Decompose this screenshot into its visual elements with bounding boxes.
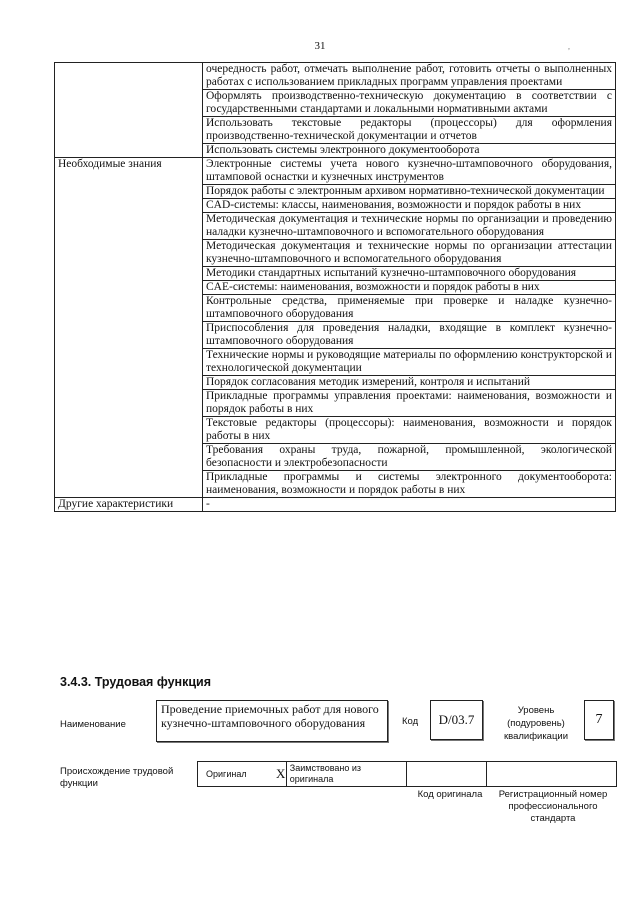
row-description: - [203, 498, 616, 512]
row-description: CAE-системы: наименования, возможности и порядок работы в них [203, 281, 616, 295]
row-description: Требования охраны труда, пожарной, промышленной, экологической безопасности и электробезопасности [203, 444, 616, 471]
origin-label: Происхождение трудовой функции [60, 766, 174, 789]
origin-table [197, 761, 617, 787]
row-description: Оформлять производственно-техническую документацию в соответствии с государственными стандартами и локальными нормативными актами [203, 90, 616, 117]
original-code-caption: Код оригинала [417, 789, 483, 800]
row-description: Порядок согласования методик измерений, контроля и испытаний [203, 376, 616, 390]
row-label: Необходимые знания [55, 158, 203, 498]
borrowed-cell [287, 762, 407, 786]
table-row [55, 158, 616, 185]
reg-number-caption: Регистрационный номер профессионального стандарта [498, 789, 608, 824]
row-description: очередность работ, отмечать выполнение работ, готовить отчеты о выполненных работах с использованием прикладных программ управления проектами [203, 63, 616, 90]
name-label: Наименование [60, 719, 126, 730]
code-value-box: D/03.7 [430, 700, 483, 740]
row-description: Использовать системы электронного документооборота [203, 144, 616, 158]
row-description: Приспособления для проведения наладки, входящие в комплект кузнечно-штамповочного оборудования [203, 322, 616, 349]
row-description: Текстовые редакторы (процессоры): наименования, возможности и порядок работы в них [203, 417, 616, 444]
level-label: Уровень (подуровень) квалификации [503, 705, 569, 742]
row-label: Другие характеристики [55, 498, 203, 512]
function-name-box: Проведение приемочных работ для нового кузнечно-штамповочного оборудования [156, 700, 388, 742]
row-description: Технические нормы и руководящие материалы по оформлению конструкторской и технологической документации [203, 349, 616, 376]
row-description: Электронные системы учета нового кузнечно-штамповочного оборудования, штамповой оснастки и кузнечных инструментов [203, 158, 616, 185]
row-description: Методики стандартных испытаний кузнечно-штамповочного оборудования [203, 267, 616, 281]
table-row [55, 498, 616, 512]
row-description: Методическая документация и технические нормы по организации и проведению наладки кузнечно-штамповочного и вспомогательного оборудования [203, 213, 616, 240]
section-heading: 3.4.3. Трудовая функция [60, 675, 212, 689]
row-description: Порядок работы с электронным архивом нормативно-технической документации [203, 185, 616, 199]
row-description: Использовать текстовые редакторы (процессоры) для оформления производственно-технической документации и отчетов [203, 117, 616, 144]
row-description: CAD-системы: классы, наименования, возможности и порядок работы в них [203, 199, 616, 213]
table-row [55, 63, 616, 90]
row-description: Методическая документация и технические нормы по организации аттестации кузнечно-штамповочного и вспомогательного оборудования [203, 240, 616, 267]
corner-mark: , [568, 42, 570, 51]
original-label: Оригинал [206, 769, 247, 779]
original-code-cell [407, 762, 488, 786]
borrowed-label: Заимствовано из оригинала [289, 763, 362, 784]
page-number: 31 [314, 40, 326, 52]
original-cell [198, 762, 287, 786]
row-label [55, 63, 203, 158]
row-description: Контрольные средства, применяемые при проверке и наладке кузнечно-штамповочного оборудования [203, 295, 616, 322]
level-value-box: 7 [584, 700, 614, 740]
code-label: Код [402, 716, 419, 727]
row-description: Прикладные программы и системы электронного документооборота: наименования, возможности и порядок работы в них [203, 471, 616, 498]
original-mark: X [276, 766, 286, 781]
reg-number-cell [487, 762, 616, 786]
knowledge-table [54, 62, 616, 512]
row-description: Прикладные программы управления проектами: наименования, возможности и порядок работы в них [203, 390, 616, 417]
